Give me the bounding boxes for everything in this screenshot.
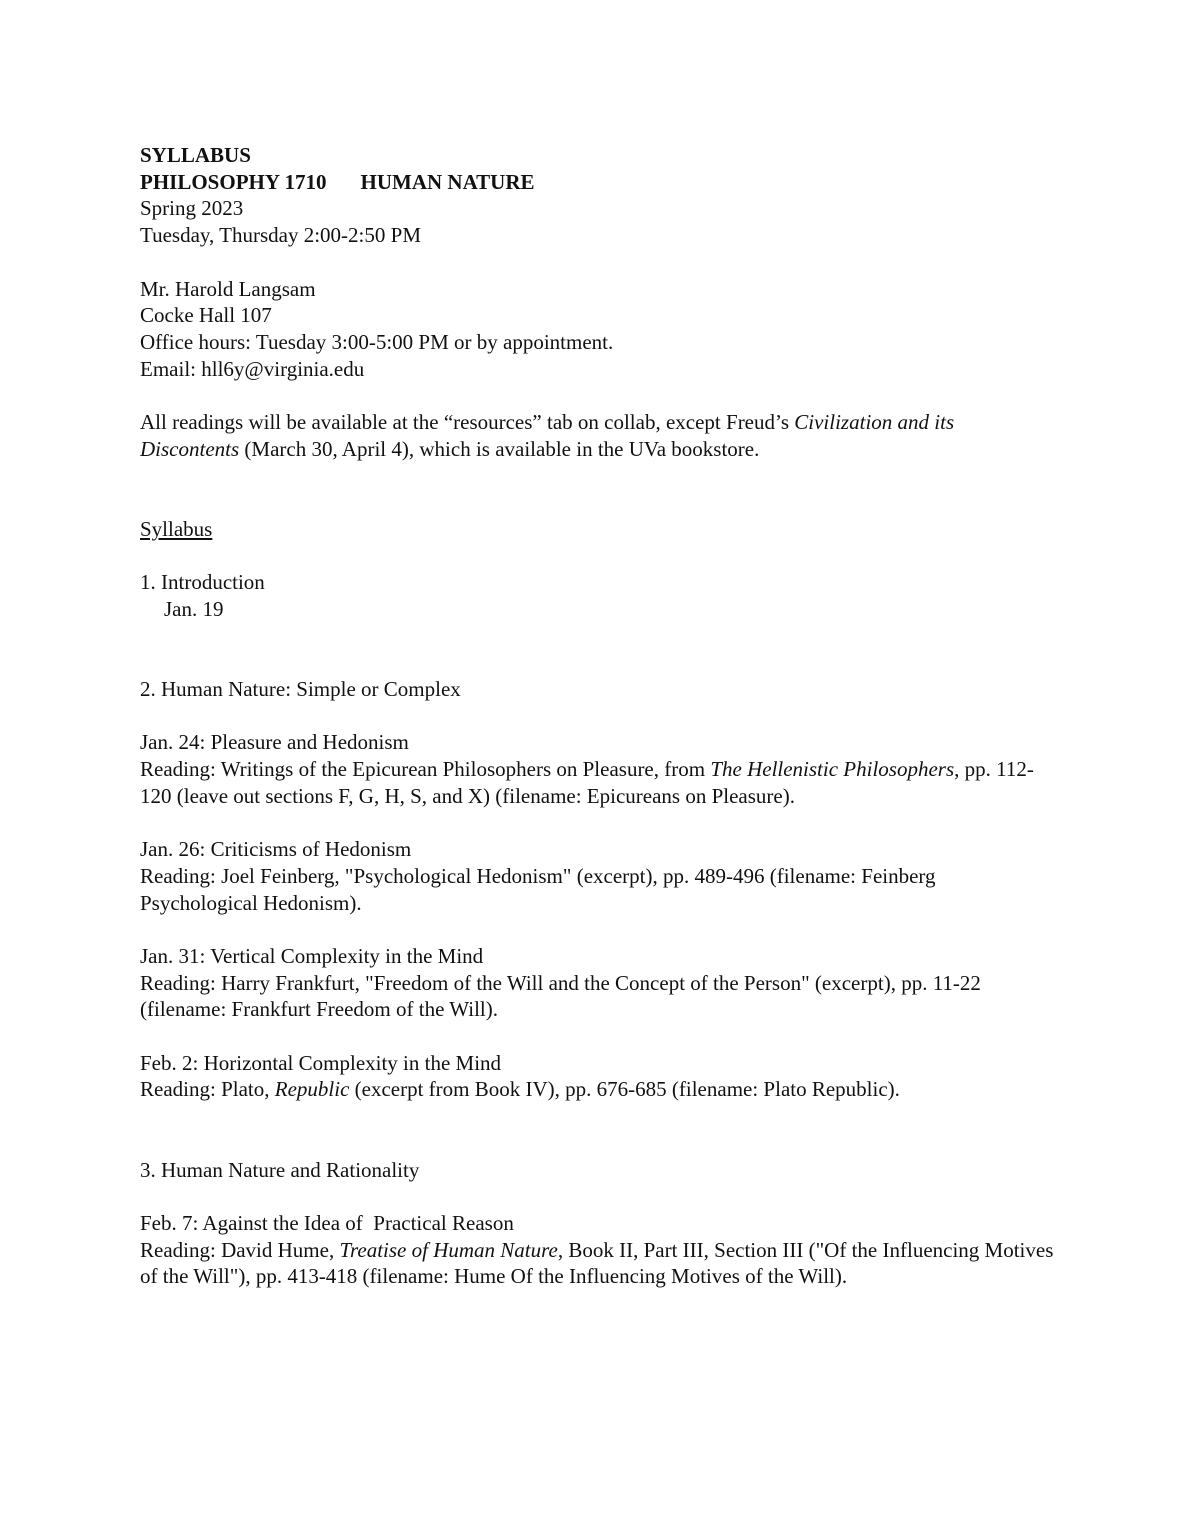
- instructor-email: Email: hll6y@virginia.edu: [140, 356, 365, 381]
- course-heading: [140, 169, 1055, 196]
- instructor-name: Mr. Harold Langsam: [140, 276, 316, 301]
- entry-reading: Reading: Harry Frankfurt, "Freedom of the Will and the Concept of the Person" (excerpt), pp. 11-22 (filename: Frankfurt Freedom of the Will).: [140, 970, 981, 1022]
- entry-jan-24: [140, 729, 1055, 809]
- term: Spring 2023: [140, 196, 244, 221]
- entry-heading: Jan. 31: Vertical Complexity in the Mind: [140, 943, 484, 968]
- course-number: PHILOSOPHY 1710: [140, 169, 327, 194]
- readings-note: All readings will be available at the “resources” tab on collab, except Freud’s Civilization and its Discontents (March 30, April 4), which is available in the UVa bookstore.: [140, 410, 955, 461]
- entry-jan-31: [140, 943, 1055, 1023]
- course-title: HUMAN NATURE: [360, 169, 535, 194]
- entry-heading: Jan. 26: Criticisms of Hedonism: [140, 837, 412, 862]
- entry-jan-26: [140, 836, 1055, 916]
- class-schedule: Tuesday, Thursday 2:00-2:50 PM: [140, 223, 421, 248]
- entry-feb-7: [140, 1210, 1055, 1290]
- doc-label: SYLLABUS: [140, 143, 251, 167]
- entry-reading: Reading: David Hume, Treatise of Human Nature, Book II, Part III, Section III ("Of the Influencing Motives of the Will"), pp. 413-418 (filename: Hume Of the Influencing Motives of the Will).: [140, 1237, 1054, 1289]
- syllabus-page: [140, 142, 1055, 1290]
- syllabus-heading: Syllabus: [140, 516, 213, 541]
- entry-feb-2: [140, 1050, 1055, 1103]
- section-3-title: 3. Human Nature and Rationality: [140, 1157, 420, 1182]
- entry-heading: Feb. 2: Horizontal Complexity in the Mind: [140, 1050, 502, 1075]
- instructor-office: Cocke Hall 107: [140, 303, 272, 328]
- freud-book-title: Civilization and its Discontents: [140, 410, 955, 461]
- section-1-date: Jan. 19: [164, 596, 224, 621]
- entry-reading: Reading: Joel Feinberg, "Psychological Hedonism" (excerpt), pp. 489-496 (filename: Feinberg Psychological Hedonism).: [140, 863, 936, 915]
- section-1-title: 1. Introduction: [140, 570, 265, 595]
- entry-heading: Feb. 7: Against the Idea of Practical Reason: [140, 1210, 514, 1235]
- office-hours: Office hours: Tuesday 3:00-5:00 PM or by appointment.: [140, 329, 614, 354]
- entry-reading: Reading: Writings of the Epicurean Philosophers on Pleasure, from The Hellenistic Philosophers, pp. 112-120 (leave out sections F, G, H, S, and X) (filename: Epicureans on Pleasure).: [140, 757, 1034, 808]
- entry-heading: Jan. 24: Pleasure and Hedonism: [140, 730, 409, 755]
- section-2-title: 2. Human Nature: Simple or Complex: [140, 676, 461, 701]
- entry-reading: Reading: Plato, Republic (excerpt from Book IV), pp. 676-685 (filename: Plato Republic).: [140, 1077, 900, 1102]
